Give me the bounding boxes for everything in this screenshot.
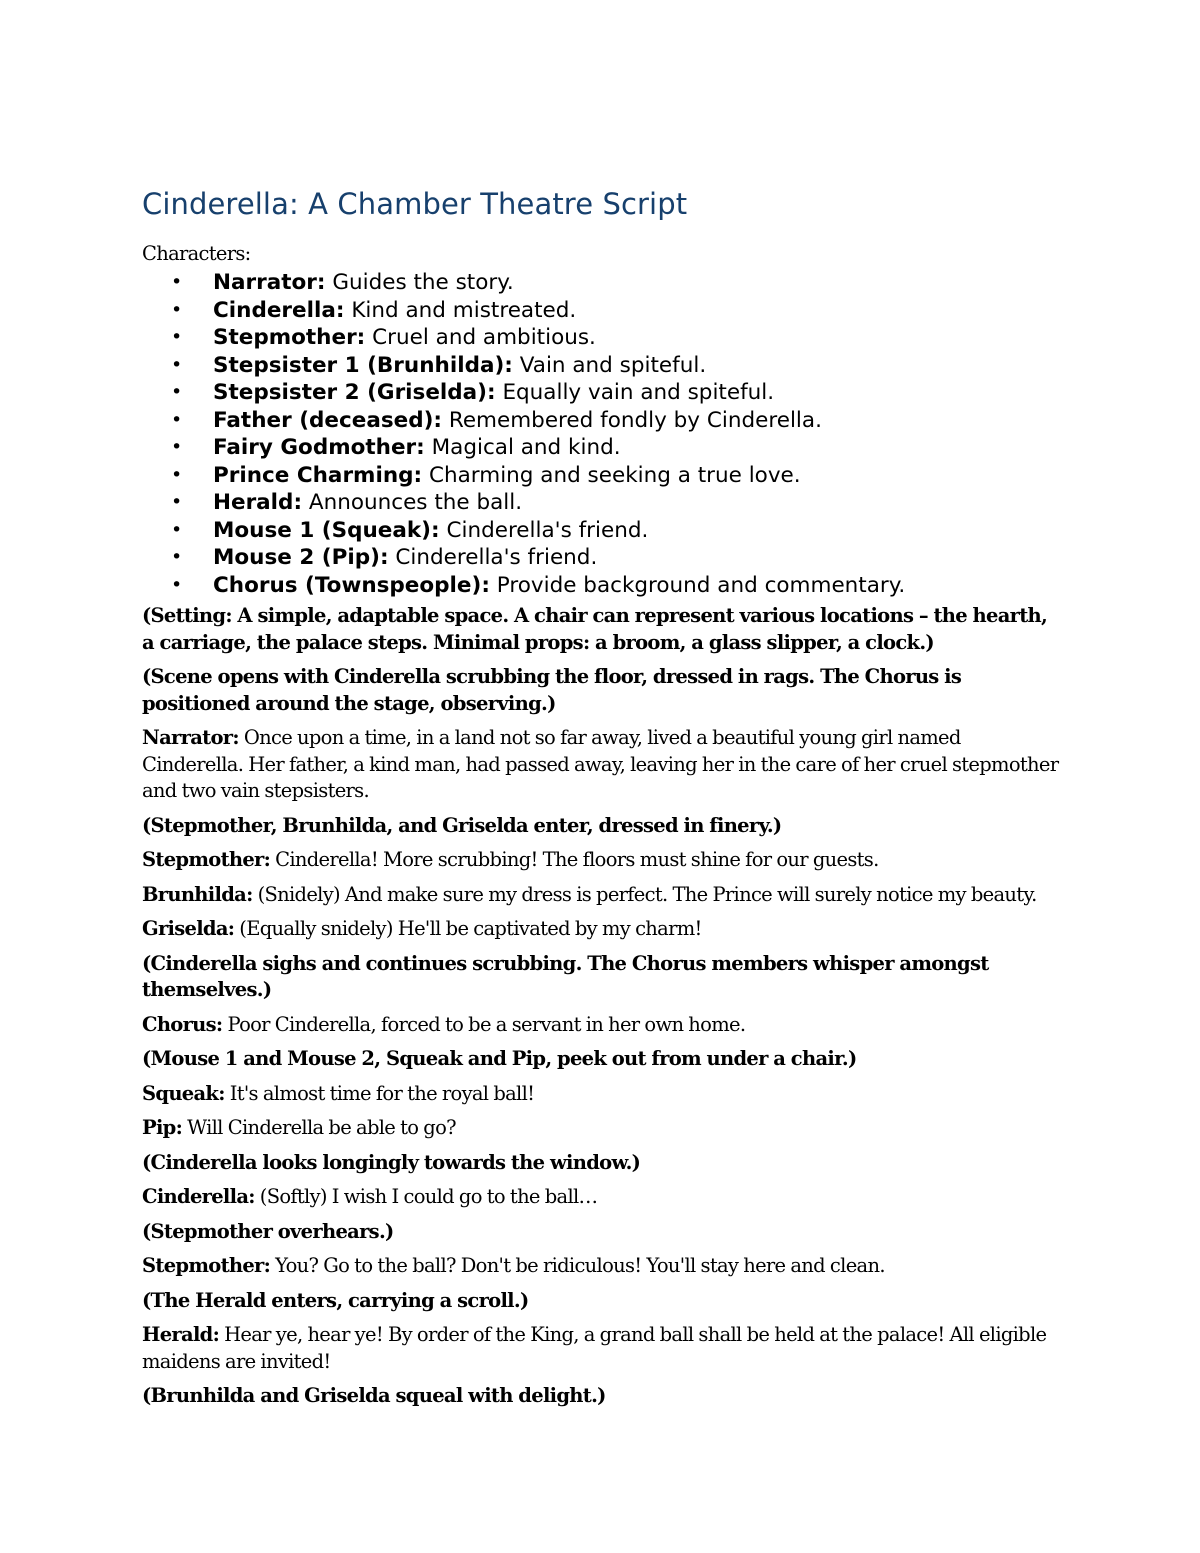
stage-direction-text: (Stepmother overhears.): [142, 1219, 394, 1243]
speaker-name: Pip:: [142, 1116, 183, 1139]
dialogue-line: [142, 1115, 1062, 1142]
dialogue-line: [142, 847, 1062, 874]
stage-direction: [142, 664, 1062, 717]
dialogue-text: (Snidely) And make sure my dress is perfect. The Prince will surely notice my beauty.: [257, 882, 1037, 906]
dialogue-text: Poor Cinderella, forced to be a servant in her own home.: [227, 1012, 746, 1036]
speaker-name: Stepmother:: [142, 848, 271, 871]
script-body: [142, 603, 1062, 1410]
stage-direction-text: (Stepmother, Brunhilda, and Griselda enter, dressed in finery.): [142, 813, 782, 837]
stage-direction-text: (Cinderella sighs and continues scrubbing. The Chorus members whisper amongst themselves.): [142, 951, 989, 1001]
dialogue-text: Will Cinderella be able to go?: [187, 1116, 456, 1139]
character-role: Stepmother:: [213, 325, 366, 350]
dialogue-text: Once upon a time, in a land not so far away, lived a beautiful young girl named Cinderella. Her father, a kind man, had passed away, leaving her in the care of her cruel stepmother and two vain stepsisters.: [142, 726, 1059, 802]
dialogue-line: [142, 1081, 1062, 1108]
character-role: Herald:: [213, 490, 303, 515]
stage-direction: [142, 1219, 1062, 1246]
character-role: Mouse 1 (Squeak):: [213, 517, 440, 543]
character-item: [142, 517, 1062, 545]
character-description: Cruel and ambitious.: [372, 325, 596, 350]
bullet-icon: •: [171, 573, 183, 596]
speaker-name: Cinderella:: [142, 1185, 255, 1208]
dialogue-line: [142, 1322, 1062, 1375]
stage-direction: [142, 951, 1062, 1004]
speaker-name: Squeak:: [142, 1081, 225, 1105]
character-item: [142, 434, 1062, 462]
character-description: Provide background and commentary.: [496, 572, 906, 598]
character-description: Cinderella's friend.: [395, 545, 598, 570]
speaker-name: Herald:: [142, 1323, 220, 1346]
stage-direction: [142, 603, 1062, 656]
character-description: Vain and spiteful.: [519, 352, 707, 378]
character-item: [142, 297, 1062, 325]
character-item: [142, 489, 1062, 517]
characters-label: Characters:: [142, 242, 251, 265]
bullet-icon: •: [171, 546, 183, 568]
document-body: [142, 186, 1062, 1418]
stage-direction-text: (Cinderella looks longingly towards the window.): [142, 1150, 641, 1174]
character-description: Remembered fondly by Cinderella.: [448, 407, 822, 433]
stage-direction: [142, 1383, 1062, 1410]
dialogue-line: [142, 1253, 1062, 1280]
stage-direction-text: (Brunhilda and Griselda squeal with delight.): [142, 1384, 606, 1407]
character-role: Narrator:: [213, 270, 326, 295]
character-item: [142, 462, 1062, 490]
character-role: Prince Charming:: [213, 462, 423, 488]
character-role: Chorus (Townspeople):: [213, 572, 490, 598]
character-description: Magical and kind.: [431, 435, 621, 460]
dialogue-text: You? Go to the ball? Don't be ridiculous! You'll stay here and clean.: [275, 1254, 885, 1277]
character-item: [142, 407, 1062, 435]
dialogue-text: (Softly) I wish I could go to the ball…: [259, 1185, 598, 1208]
character-description: Announces the ball.: [308, 490, 523, 515]
stage-direction-text: (Setting: A simple, adaptable space. A chair can represent various locations – the hearth, a carriage, the palace steps. Minimal props: a broom, a glass slipper, a clock.): [142, 604, 1048, 654]
bullet-icon: •: [171, 463, 183, 486]
character-item: [142, 269, 1062, 297]
bullet-icon: •: [171, 326, 183, 348]
character-item: [142, 352, 1062, 380]
dialogue-line: [142, 1012, 1062, 1039]
stage-direction: [142, 1046, 1062, 1073]
speaker-name: Stepmother:: [142, 1254, 271, 1277]
character-role: Fairy Godmother:: [213, 435, 425, 460]
dialogue-text: It's almost time for the royal ball!: [229, 1081, 535, 1105]
stage-direction-text: (The Herald enters, carrying a scroll.): [142, 1288, 529, 1312]
bullet-icon: •: [171, 518, 183, 541]
bullet-icon: •: [171, 436, 183, 458]
dialogue-line: [142, 882, 1062, 909]
dialogue-text: Cinderella! More scrubbing! The floors must shine for our guests.: [275, 848, 879, 871]
character-role: Cinderella:: [213, 297, 345, 323]
character-role: Stepsister 2 (Griselda):: [213, 380, 496, 405]
character-item: [142, 379, 1062, 407]
dialogue-text: Hear ye, hear ye! By order of the King, a grand ball shall be held at the palace! All eligible maidens are invited!: [142, 1323, 1047, 1373]
bullet-icon: •: [171, 381, 183, 403]
character-description: Charming and seeking a true love.: [428, 462, 801, 488]
character-role: Stepsister 1 (Brunhilda):: [213, 352, 513, 378]
bullet-icon: •: [171, 353, 183, 376]
character-item: [142, 544, 1062, 572]
speaker-name: Narrator:: [142, 726, 239, 749]
speaker-name: Brunhilda:: [142, 882, 253, 906]
character-item: [142, 572, 1062, 600]
stage-direction: [142, 1288, 1062, 1315]
speaker-name: Griselda:: [142, 917, 235, 940]
character-description: Guides the story.: [332, 270, 514, 295]
bullet-icon: •: [171, 491, 183, 513]
dialogue-line: [142, 725, 1062, 805]
stage-direction: [142, 813, 1062, 840]
bullet-icon: •: [171, 271, 183, 293]
speaker-name: Chorus:: [142, 1012, 223, 1036]
character-list: [142, 269, 1062, 599]
stage-direction: [142, 1150, 1062, 1177]
page-title: Cinderella: A Chamber Theatre Script: [142, 187, 688, 221]
dialogue-text: (Equally snidely) He'll be captivated by my charm!: [239, 917, 702, 940]
character-role: Mouse 2 (Pip):: [213, 545, 389, 570]
stage-direction-text: (Scene opens with Cinderella scrubbing the floor, dressed in rags. The Chorus is positioned around the stage, observing.): [142, 665, 962, 715]
dialogue-line: [142, 1184, 1062, 1211]
bullet-icon: •: [171, 408, 183, 431]
character-description: Equally vain and spiteful.: [502, 380, 775, 405]
bullet-icon: •: [171, 298, 183, 321]
character-description: Cinderella's friend.: [446, 517, 649, 543]
character-role: Father (deceased):: [213, 407, 443, 433]
stage-direction-text: (Mouse 1 and Mouse 2, Squeak and Pip, peek out from under a chair.): [142, 1047, 857, 1070]
character-description: Kind and mistreated.: [351, 297, 577, 323]
character-item: [142, 324, 1062, 352]
dialogue-line: [142, 916, 1062, 943]
